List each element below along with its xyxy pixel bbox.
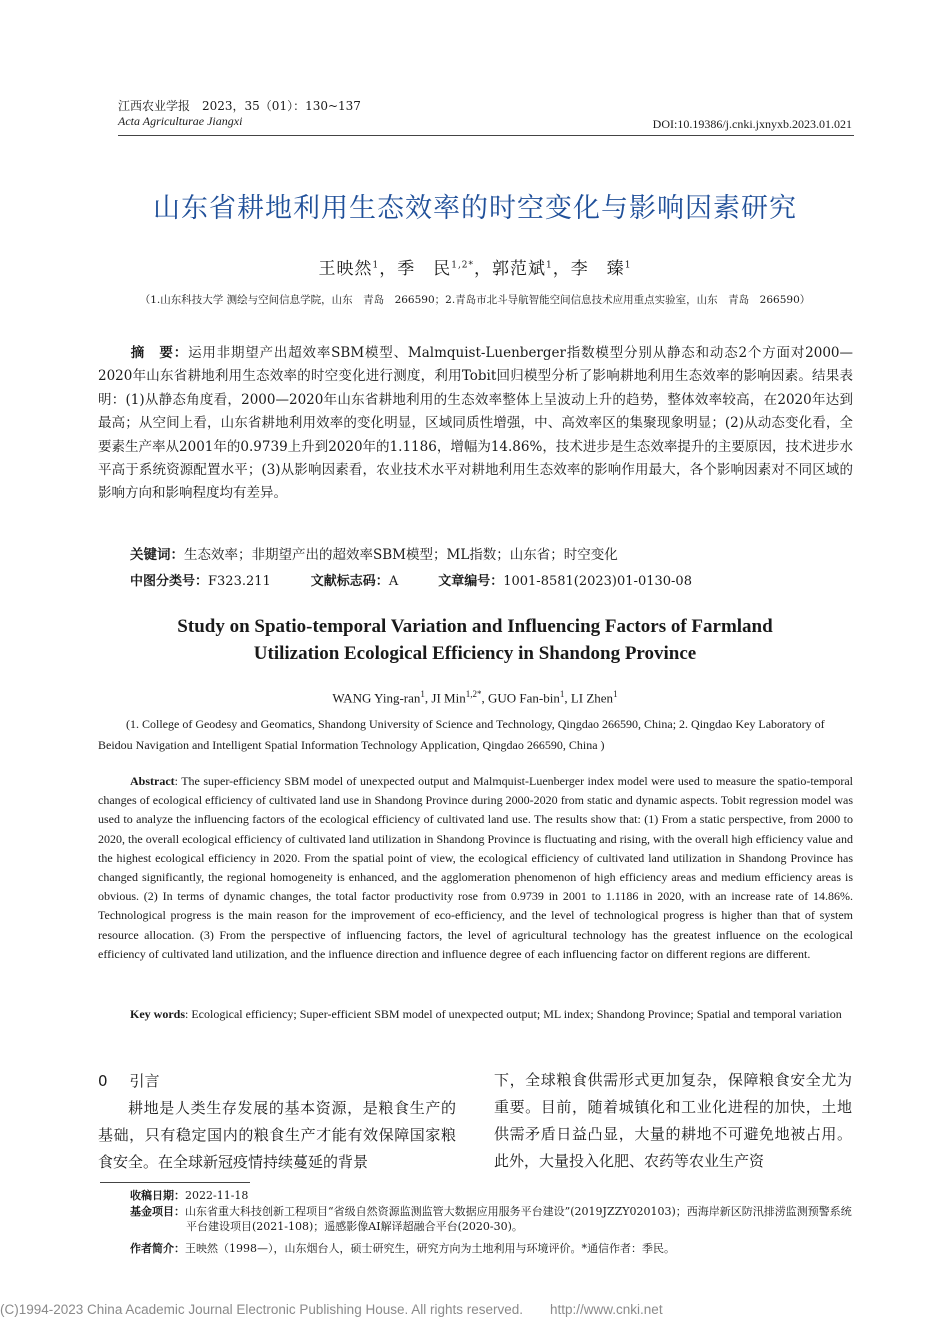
section-title: 引言	[129, 1072, 160, 1090]
author-name: ，季 民	[379, 259, 452, 279]
doc-code-value: A	[388, 574, 399, 589]
author-sup: 1,2*	[465, 689, 482, 699]
doc-code-label: 文献标志码：	[310, 574, 389, 589]
author-sup: 1	[546, 260, 553, 271]
affiliation-cn: （1.山东科技大学 测绘与空间信息学院，山东 青岛 266590；2.青岛市北斗导航智能空间信息技术应用重点实验室，山东 青岛 266590）	[139, 294, 811, 306]
abstract-en-text: : The super-efficiency SBM model of unexpected output and Malmquist-Luenberger index model were used to measure the spatio-temporal changes of ecological efficiency of cultivated land use in Shandong Province during 2000-2020 from static and dynamic aspects. Tobit regression model was used to analyze the influencing factors of the ecological efficiency of cultivated land use. The results show that: (1) From a static perspective, from 2000 to 2020, the overall ecological efficiency of cultivated land utilization in Shandong Province is fluctuating and rising, with the overall high efficiency value and the highest ecological efficiency in 2020. From the spatial point of view, the ecological efficiency of cultivated land utilization in Shandong Province has changed significantly, the regional homogeneity is enhanced, and the agglomeration phenomenon of high efficiency areas and medium efficiency areas is obvious. (2) In terms of dynamic changes, the total factor productivity rose from 0.9739 in 2001 to 1.1186 in 2020, with an increase rate of 14.86%. Technological progress is the main reason for the improvement of eco-efficiency, and the level of technological progress is higher than that of system resource allocation. (3) From the perspective of influencing factors, the level of agricultural technology has the greatest influence on the ecological efficiency of cultivated land utilization, and the influence direction and influence degree of each influencing factor on different regions are different.	[98, 774, 853, 961]
abstract-en-label: Abstract	[130, 774, 175, 788]
author-name: , JI Min	[424, 690, 466, 706]
article-number-value: 1001-8581(2023)01-0130-08	[503, 574, 692, 589]
classification-line	[130, 570, 850, 589]
received-value: 2022-11-18	[185, 1189, 249, 1202]
footnote-received	[130, 1188, 860, 1203]
authors-cn	[100, 254, 850, 279]
header-rule	[118, 135, 854, 136]
abstract-cn	[98, 342, 853, 506]
body-paragraph: 下，全球粮食供需形式更加复杂，保障粮食安全尤为重要。目前，随着城镇化和工业化进程的加快，土地供需矛盾日益凸显，大量的耕地不可避免地被占用。此外，大量投入化肥、农药等农业生产资	[494, 1071, 852, 1170]
keywords-en-text: : Ecological efficiency; Super-efficient SBM model of unexpected output; ML index; Shandong Province; Spatial and temporal variation	[185, 1007, 842, 1021]
keywords-cn-label: 关键词：	[130, 547, 184, 563]
author-sup: 1	[559, 689, 565, 699]
keywords-en	[98, 1004, 853, 1024]
author-name: 王映然	[318, 259, 373, 279]
fund-label: 基金项目：	[130, 1205, 185, 1218]
page-title-en	[100, 613, 850, 667]
body-right-column	[494, 1067, 852, 1175]
author-sup: 1	[420, 689, 425, 699]
author-name: WANG Ying-ran	[332, 690, 421, 706]
copyright-line	[0, 1298, 950, 1318]
footnote-author	[130, 1241, 860, 1256]
body-paragraph: 耕地是人类生存发展的基本资源，是粮食生产的基础，只有稳定国内的粮食生产才能有效保障国家粮食安全。在全球新冠疫情持续蔓延的背景	[98, 1099, 456, 1171]
abstract-cn-text: 运用非期望产出超效率SBM模型、Malmquist-Luenberger指数模型分别从静态和动态2个方面对2000—2020年山东省耕地利用生态效率的时空变化进行测度，利用Tobit回归模型分析了影响耕地利用生态效率的影响因素。结果表明：(1)从静态角度看，2000—2020年山东省耕地利用的生态效率整体上呈波动上升的趋势，整体效率较高，在2020年达到最高；从空间上看，山东省耕地利用效率的变化明显，区域同质性增强，中、高效率区的集聚现象明显；(2)从动态变化看，全要素生产率从2001年的0.9739上升到2020年的1.1186，增幅为14.86%，技术进步是生态效率提升的主要原因，技术进步水平高于系统资源配置水平；(3)从影响因素看，农业技术水平对耕地利用生态效率的影响作用最大，各个影响因素对不同区域的影响方向和影响程度均有差异。	[98, 345, 854, 502]
title-en-line1: Study on Spatio-temporal Variation and Influencing Factors of Farmland	[177, 616, 773, 637]
author-name: ，郭范斌	[474, 259, 547, 279]
author-bio-label: 作者简介：	[130, 1242, 185, 1255]
footnote-rule	[100, 1182, 250, 1183]
section-heading	[98, 1068, 456, 1095]
article-number-label: 文章编号：	[438, 574, 504, 589]
keywords-en-label: Key words	[130, 1007, 185, 1021]
copyright-text: (C)1994-2023 China Academic Journal Electronic Publishing House. All rights reserved. http://www.cnki.net	[0, 1302, 663, 1317]
author-sup: 1	[613, 689, 618, 699]
section-number: 0	[98, 1072, 108, 1090]
page-title-cn: 山东省耕地利用生态效率的时空变化与影响因素研究	[153, 193, 797, 224]
author-sup: 1	[372, 260, 380, 271]
keywords-cn-text: 生态效率；非期望产出的超效率SBM模型；ML指数；山东省；时空变化	[184, 547, 618, 563]
author-sup: 1	[624, 260, 632, 271]
authors-en	[100, 689, 850, 706]
journal-info-cn: 江西农业学报 2023，35（01）：130~137	[118, 99, 361, 113]
fund-value: 山东省重大科技创新工程项目“省级自然资源监测监管大数据应用服务平台建设”(2019JZZY020103)；西海岸新区防汛排涝监测预警系统平台建设项目(2021-108)；遥感影像AI解译超融合平台(2020-30)。	[185, 1205, 852, 1233]
author-name: , LI Zhen	[564, 690, 614, 706]
abstract-en	[98, 772, 853, 964]
affiliation-en: (1. College of Geodesy and Geomatics, Shandong University of Science and Technology, Qingdao 266590, China; 2. Qingdao Key Laboratory of Beidou Navigation and Intelligent Spatial Information Technology Application, Qingdao 266590, China )	[98, 717, 825, 752]
journal-info-en: Acta Agriculturae Jiangxi	[118, 114, 243, 128]
clc-label: 中图分类号：	[130, 574, 209, 589]
author-name: , GUO Fan-bin	[481, 690, 560, 706]
footnote-fund	[130, 1204, 860, 1234]
clc-value: F323.211	[208, 574, 271, 589]
author-bio-value: 王映然（1998—），山东烟台人，硕士研究生，研究方向为土地利用与环境评价。*通信作者：季民。	[185, 1242, 675, 1255]
author-name: ，李 臻	[552, 259, 625, 279]
keywords-cn	[130, 543, 850, 563]
abstract-cn-label: 摘 要：	[130, 345, 189, 361]
doi: DOI:10.19386/j.cnki.jxnyxb.2023.01.021	[652, 117, 852, 131]
received-label: 收稿日期：	[130, 1189, 185, 1202]
title-en-line2: Utilization Ecological Efficiency in Shandong Province	[253, 643, 697, 664]
body-left-column	[98, 1068, 456, 1176]
author-sup: 1,2*	[451, 260, 475, 271]
